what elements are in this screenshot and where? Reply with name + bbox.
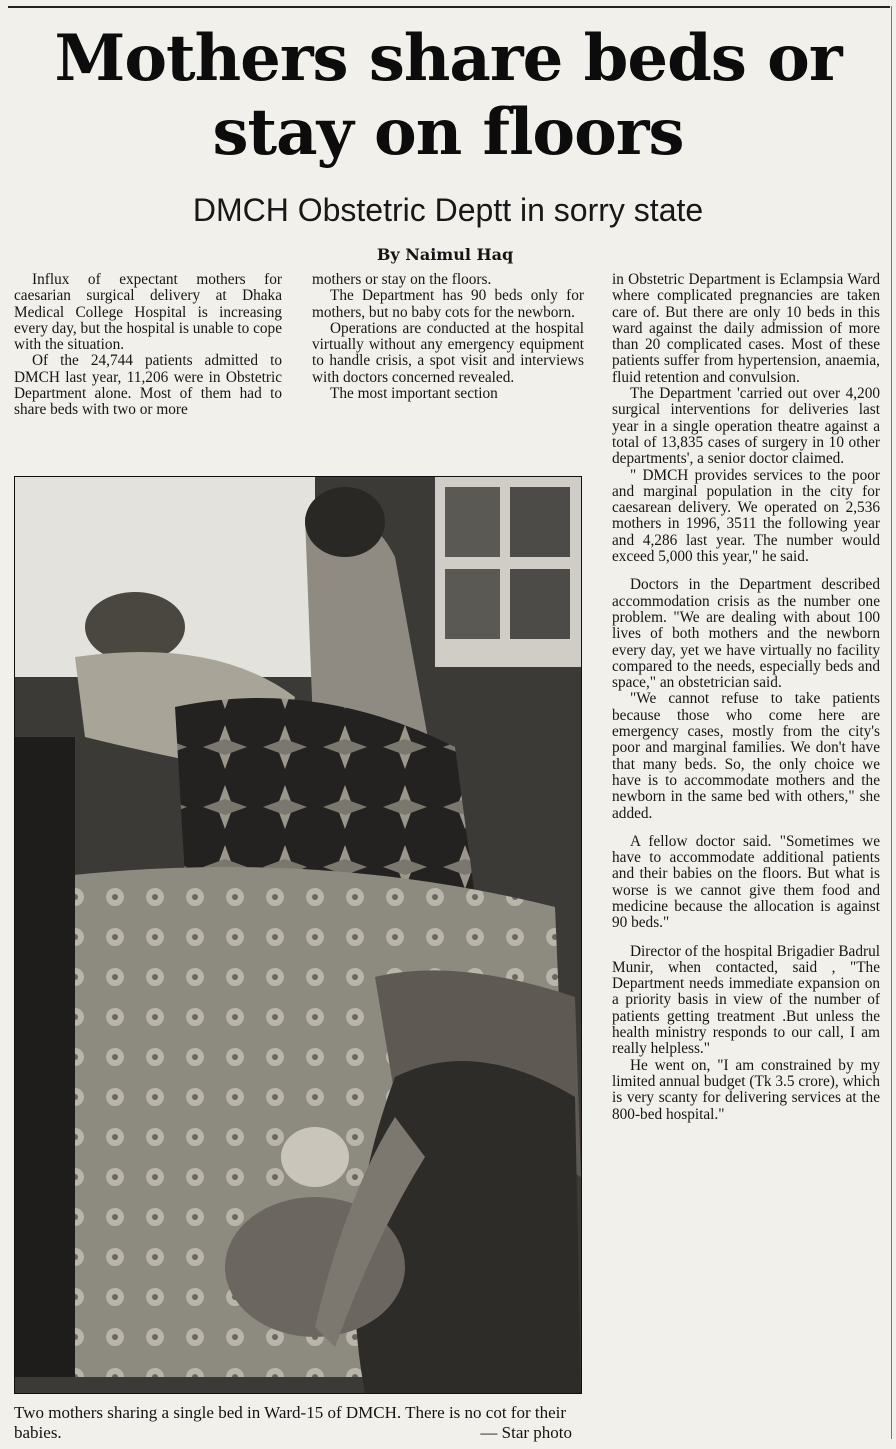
headline-line-2: stay on floors — [212, 95, 684, 170]
photo-illustration — [15, 477, 581, 1393]
news-photo — [14, 476, 582, 1394]
paragraph: in Obstetric Department is Eclampsia Ward where complicated pregnancies are taken care of. But there are only 10 beds in this ward against the daily admission of more than 20 complicated cases. Most of these patients suffer from hypertension, anaemia, fluid retention and convulsion. — [612, 271, 880, 386]
paragraph: "We cannot refuse to take patients because those who come here are emergency cases, mostly from the city's poor and marginal families. We don't have that many beds. So, the only choice we have is to accommodate mothers and the newborn in the same bed with others," she added. — [612, 690, 880, 822]
photo-caption — [14, 1403, 580, 1443]
paragraph: A fellow doctor said. "Sometimes we have to accommodate additional patients and their babies on the floors. But what is worse is we cannot give them food and medicine because the allocation is against 90 beds." — [612, 832, 880, 932]
headline — [0, 22, 896, 170]
caption-text: Two mothers sharing a single bed in Ward-15 of DMCH. There is no cot for their babies. — [14, 1403, 567, 1442]
article-column-1 — [14, 272, 282, 419]
article-column-2 — [312, 272, 584, 402]
paragraph: mothers or stay on the floors. — [312, 271, 492, 288]
paragraph: He went on, "I am constrained by my limited annual budget (Tk 3.5 crore), which is very scanty for delivering services at the 800-bed hospital." — [612, 1056, 880, 1123]
paragraph: Doctors in the Department described accommodation crisis as the number one problem. "We are dealing with about 100 lives of both mothers and the newborn every day, yet we have virtually no facility compared to the needs, especially beds and space," an obstetrician said. — [612, 576, 880, 692]
photo-credit: — Star photo — [480, 1423, 572, 1442]
paragraph: Influx of expectant mothers for caesarian surgical delivery at Dhaka Medical College Hospital is increasing every day, but the hospital is unable to cope with the situation. — [14, 271, 282, 354]
byline: By Naimul Haq — [376, 245, 514, 264]
top-rule — [8, 6, 890, 8]
headline-line-1: Mothers share beds or — [54, 21, 842, 96]
paragraph: The Department has 90 beds only for mothers, but no baby cots for the newborn. — [312, 287, 584, 321]
article-column-3 — [612, 272, 880, 1123]
paragraph: Operations are conducted at the hospital virtually without any emergency equipment to handle crisis, a spot visit and interviews with doctors concerned revealed. — [312, 319, 584, 386]
paragraph: The most important section — [330, 385, 498, 403]
paragraph: Director of the hospital Brigadier Badrul Munir, when contacted, said , "The Department needs immediate expansion on a priority basis in view of the number of patients getting treatment .But unless the health ministry responds to our call, I am really helpless." — [612, 942, 880, 1058]
paragraph: Of the 24,744 patients admitted to DMCH last year, 11,206 were in Obstetric Department alone. Most of them had to share beds with two or more — [14, 352, 282, 419]
subheadline: DMCH Obstetric Deptt in sorry state — [192, 192, 704, 228]
paragraph: The Department 'carried out over 4,200 surgical interventions for deliveries last year in a single operation theatre against a total of 13,835 cases of surgery in 10 other departments', a senior doctor claimed. — [612, 385, 880, 468]
paragraph: " DMCH provides services to the poor and marginal population in the city for caesarean delivery. We operated on 2,536 mothers in 1996, 3511 the following year and 4,286 last year. The number would exceed 5,000 this year," he said. — [612, 466, 880, 566]
